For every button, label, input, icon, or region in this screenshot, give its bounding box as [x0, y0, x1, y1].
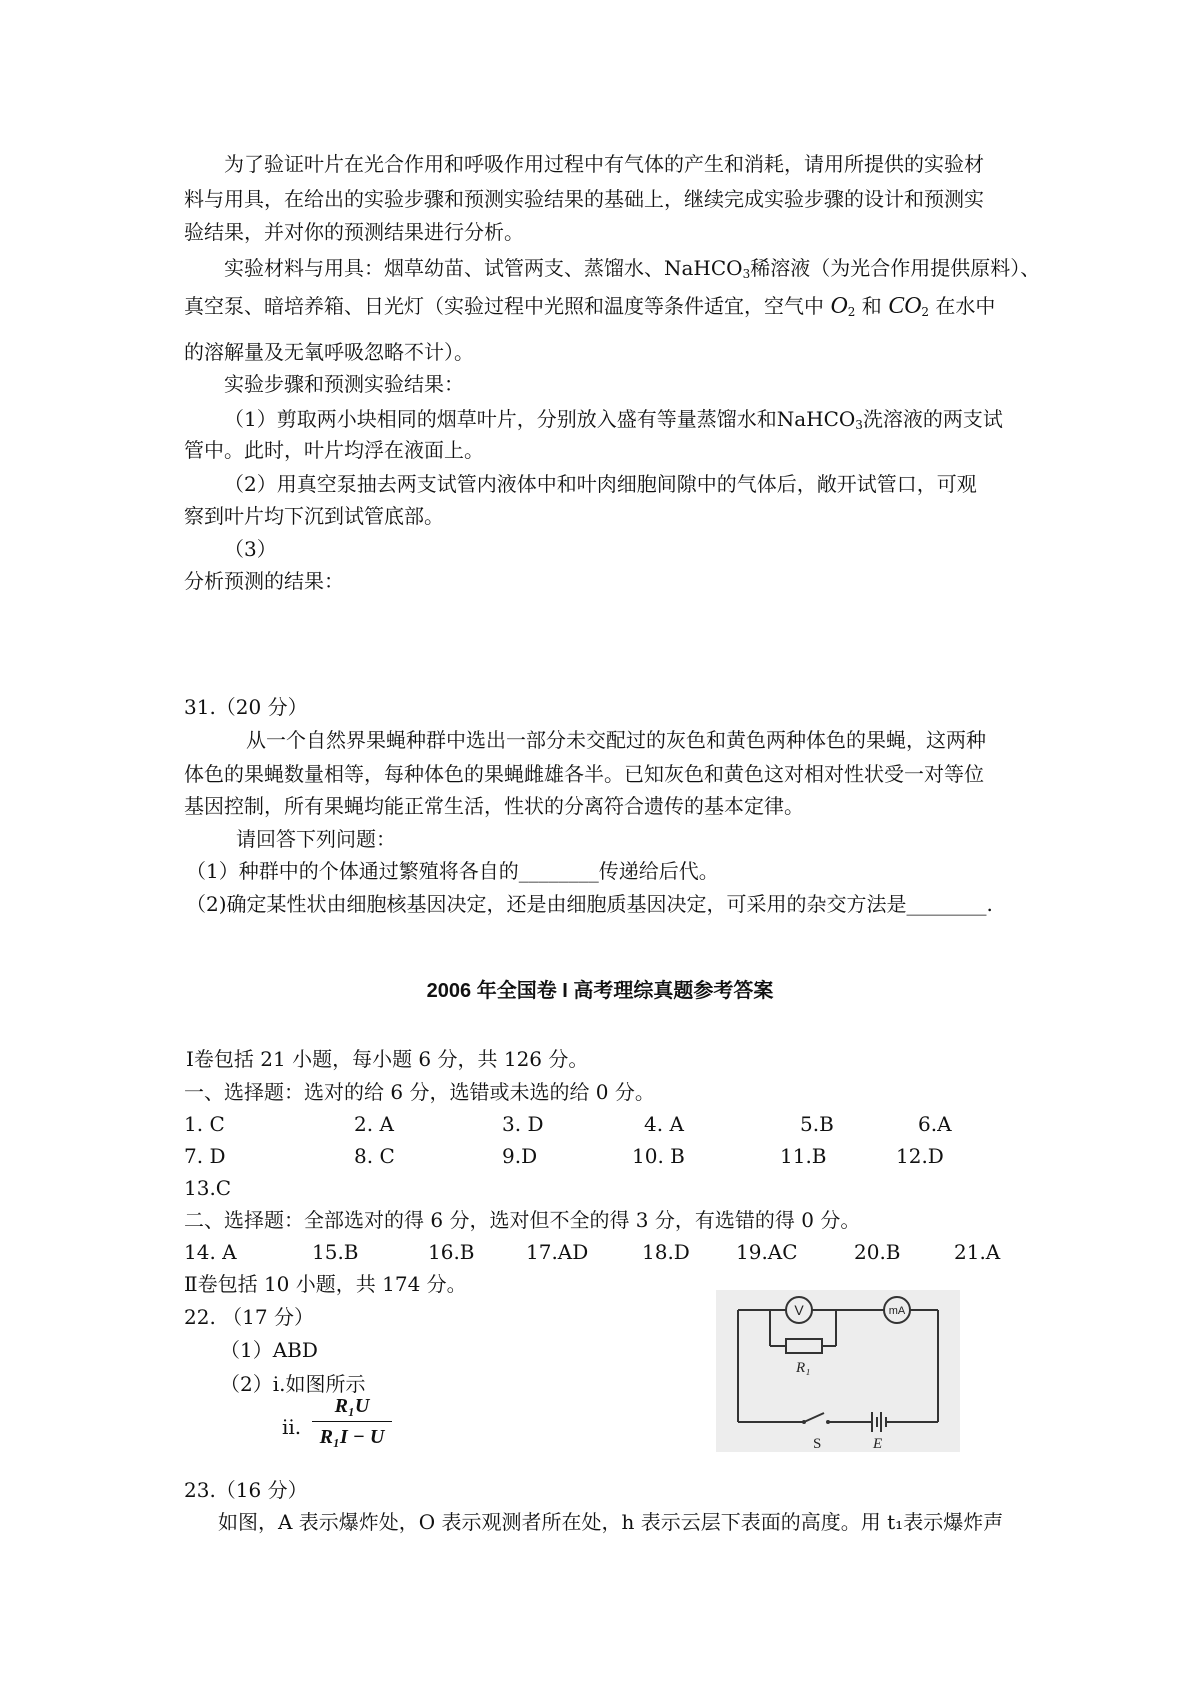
- q23-text: 如图，A 表示爆炸处，O 表示观测者所在处，h 表示云层下表面的高度。用 t₁表示爆炸声: [218, 1510, 1004, 1534]
- q31-sub-1: （1）种群中的个体通过繁殖将各自的________传递给后代。: [186, 859, 719, 883]
- answer-20: 20.B: [854, 1240, 901, 1264]
- intro-line-3: 验结果，并对你的预测结果进行分析。: [184, 220, 524, 244]
- answer-7: 7. D: [184, 1144, 226, 1168]
- q31-prompt: 请回答下列问题：: [236, 827, 396, 851]
- answers-line-2: 一、选择题：选对的给 6 分，选错或未选的给 0 分。: [184, 1080, 655, 1104]
- answer-14: 14. A: [184, 1240, 237, 1264]
- materials-text-a: 实验材料与用具：烟草幼苗、试管两支、蒸馏水、NaHCO: [224, 256, 743, 280]
- formula-denominator: R₁I − U: [319, 1426, 385, 1448]
- answers-line-3: 二、选择题：全部选对的得 6 分，选对但不全的得 3 分，有选错的得 0 分。: [184, 1208, 861, 1232]
- co2-symbol: CO: [888, 293, 922, 319]
- answers-line-1: Ⅰ卷包括 21 小题，每小题 6 分，共 126 分。: [186, 1047, 589, 1071]
- answer-9: 9.D: [502, 1144, 538, 1168]
- answers-line-4: Ⅱ卷包括 10 小题，共 174 分。: [184, 1272, 467, 1296]
- intro-line-2: 料与用具，在给出的实验步骤和预测实验结果的基础上，继续完成实验步骤的设计和预测实: [184, 187, 984, 211]
- answer-6: 6.A: [918, 1112, 952, 1136]
- step1-text-b: 洗溶液的两支试: [862, 407, 1003, 431]
- subscript-2-co: 2: [921, 305, 930, 319]
- milliammeter-label: mA: [888, 1305, 906, 1317]
- materials-text-c: 真空泵、暗培养箱、日光灯（实验过程中光照和温度等条件适宜，空气中: [184, 294, 824, 318]
- formula-numerator: R₁U: [334, 1395, 370, 1417]
- answer-18: 18.D: [642, 1240, 690, 1264]
- q31-sub-2: （2)确定某性状由细胞核基因决定，还是由细胞质基因决定，可采用的杂交方法是________.: [186, 892, 993, 916]
- materials-text-b: 稀溶液（为光合作用提供原料）、: [750, 256, 1041, 280]
- subscript-3: 3: [742, 267, 751, 281]
- answer-19: 19.AC: [736, 1240, 798, 1264]
- answer-8: 8. C: [354, 1144, 395, 1168]
- materials-text-d: 在水中: [935, 294, 996, 318]
- subscript-2-o: 2: [847, 305, 856, 319]
- step3: （3）: [224, 537, 277, 561]
- analysis-label: 分析预测的结果：: [184, 569, 344, 593]
- materials-line-2: [184, 292, 995, 326]
- step1-line-1: [224, 405, 1003, 439]
- answer-10: 10. B: [632, 1144, 685, 1168]
- circuit-diagram: [716, 1290, 960, 1452]
- switch-label: S: [813, 1436, 822, 1452]
- q22-part-ii: ⅱ.: [282, 1415, 302, 1439]
- materials-line-3: 的溶解量及无氧呼吸忽略不计）。: [184, 340, 474, 364]
- materials-line-1: [224, 254, 1040, 288]
- step1-text-a: （1）剪取两小块相同的烟草叶片，分别放入盛有等量蒸馏水和NaHCO: [224, 407, 856, 431]
- answer-16: 16.B: [428, 1240, 475, 1264]
- step2-line-2: 察到叶片均下沉到试管底部。: [184, 504, 444, 528]
- q22-part-1: （1）ABD: [220, 1338, 318, 1362]
- q22-part-2: （2）ⅰ.如图所示: [220, 1372, 366, 1396]
- steps-title: 实验步骤和预测实验结果：: [224, 372, 464, 396]
- answer-3: 3. D: [502, 1112, 544, 1136]
- fraction-bar: [312, 1421, 392, 1422]
- oxygen-symbol: O: [830, 293, 848, 319]
- q31-title: 31.（20 分）: [184, 695, 308, 719]
- battery-label: E: [873, 1436, 883, 1452]
- step2-line-1: （2）用真空泵抽去两支试管内液体中和叶肉细胞间隙中的气体后，敞开试管口，可观: [224, 472, 977, 496]
- q31-line-1: 从一个自然界果蝇种群中选出一部分未交配过的灰色和黄色两种体色的果蝇，这两种: [246, 728, 986, 752]
- answer-11: 11.B: [780, 1144, 827, 1168]
- formula-fraction: [312, 1393, 392, 1450]
- answer-2: 2. A: [354, 1112, 394, 1136]
- answer-15: 15.B: [312, 1240, 359, 1264]
- answer-5: 5.B: [800, 1112, 834, 1136]
- intro-line-1: 为了验证叶片在光合作用和呼吸作用过程中有气体的产生和消耗，请用所提供的实验材: [224, 152, 984, 176]
- q31-line-2: 体色的果蝇数量相等，每种体色的果蝇雌雄各半。已知灰色和黄色这对相对性状受一对等位: [184, 762, 984, 786]
- q31-line-3: 基因控制，所有果蝇均能正常生活，性状的分离符合遗传的基本定律。: [184, 794, 804, 818]
- q22-title: 22. （17 分）: [184, 1305, 314, 1329]
- answer-4: 4. A: [644, 1112, 684, 1136]
- answer-13: 13.C: [184, 1176, 232, 1200]
- q23-title: 23.（16 分）: [184, 1478, 308, 1502]
- resistor-label: R₁: [796, 1360, 811, 1376]
- subscript-3-b: 3: [855, 418, 863, 432]
- answer-1: 1. C: [184, 1112, 225, 1136]
- answers-title: 2006 年全国卷 I 高考理综真题参考答案: [426, 980, 774, 1002]
- materials-and: 和: [861, 294, 882, 318]
- answer-12: 12.D: [896, 1144, 944, 1168]
- answer-17: 17.AD: [526, 1240, 589, 1264]
- voltmeter-label: V: [794, 1302, 804, 1318]
- answer-21: 21.A: [954, 1240, 1001, 1264]
- step1-line-2: 管中。此时，叶片均浮在液面上。: [184, 438, 484, 462]
